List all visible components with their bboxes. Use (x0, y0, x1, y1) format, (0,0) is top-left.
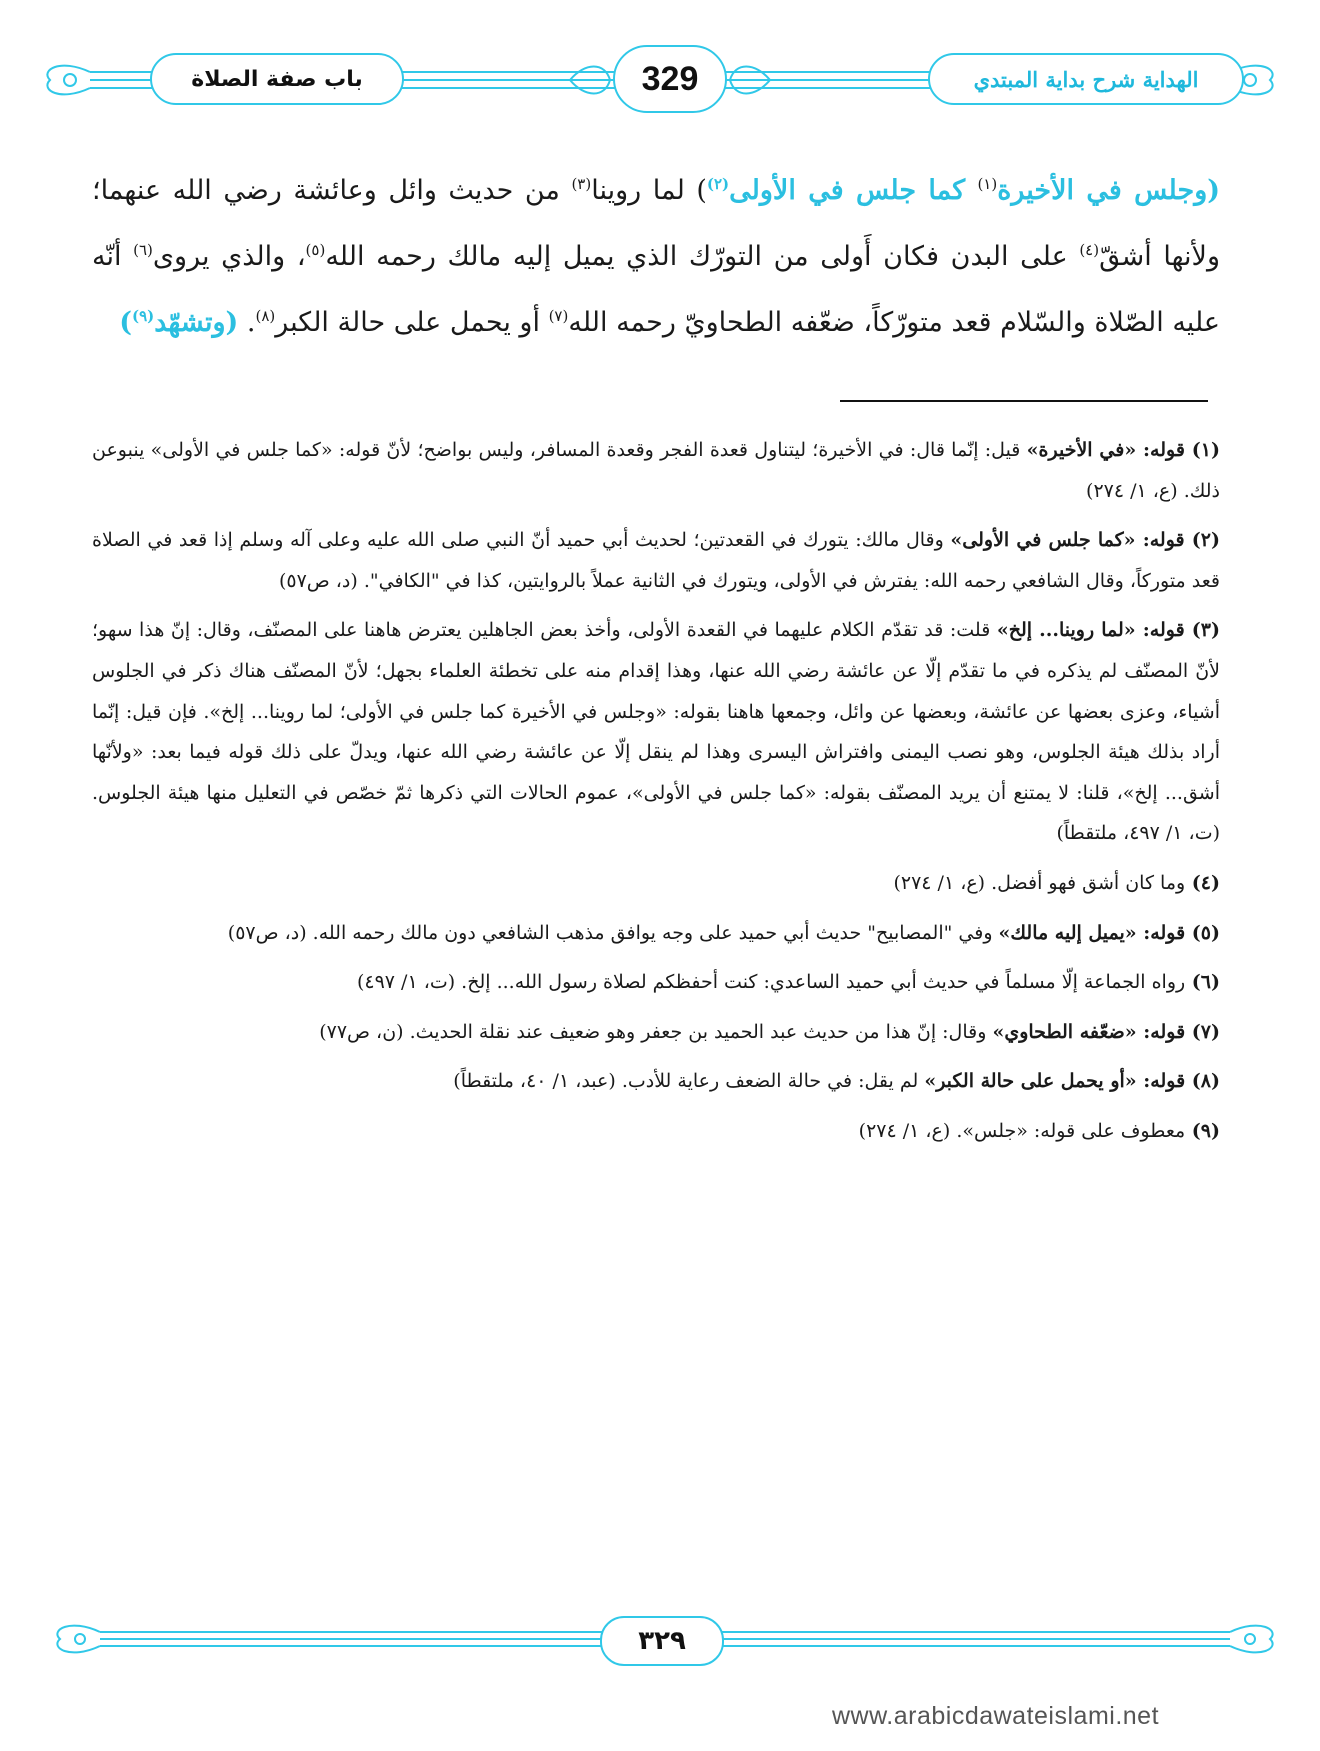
matn-text: كما جلس في الأولى (729, 175, 978, 206)
footnote-text: قلت: قد تقدّم الكلام عليهما في القعدة الأولى، وأخذ بعض الجاهلين يعترض هاهنا على المصنّف، وقال: إنّ هذا سهو؛ لأنّ المصنّف لم يذكره في ما تقدّم إلّا عن عائشة رضي الله عنها، وهذا إقدام منه على تخطئة العلماء بجهل؛ لأنّ المصنّف هناك ذكر في الجلوس أشياء، وعزى بعضها عن عائشة، وبعضها عن وائل، وجمعها هاهنا بقوله: «وجلس في الأخيرة كما جلس في الأولى؛ لما روينا... إلخ». فإن قيل: إنّما أراد بذلك هيئة الجلوس، وهو نصب اليمنى وافتراش اليسرى وهذا لم ينقل إلّا عن عائشة رضي الله عنها، ويدلّ على ذلك قوله فيما بعد: «ولأنّها أشق... إلخ»، قلنا: لا يمتنع أن يريد المصنّف بقوله: «كما جلس في الأولى»، عموم الحالات التي ذكرها ثمّ خصّص في التعليل منها هيئة الجلوس. (ت، ١/ ٤٩٧، ملتقطاً) (92, 619, 1220, 845)
page-header (30, 40, 1290, 120)
footnote-text: وما كان أشق فهو أفضل. (ع، ١/ ٢٧٤) (893, 871, 1186, 894)
commentary-text: من حديث وائل وعائشة رضي الله عنهما؛ ولأنها أشقّ (92, 175, 1220, 272)
footnote (92, 610, 1220, 854)
footnote-number: (٩) (1185, 1119, 1220, 1142)
footnote-text: وقال: إنّ هذا من حديث عبد الحميد بن جعفر وهو ضعيف عند نقلة الحديث. (ن، ص٧٧) (319, 1020, 993, 1043)
footnotes (92, 430, 1220, 1161)
footnote-text: لم يقل: في حالة الضعف رعاية للأدب. (عبد، ١/ ٤٠، ملتقطاً) (453, 1070, 925, 1093)
footnote (92, 863, 1220, 904)
footnote-text: رواه الجماعة إلّا مسلماً في حديث أبي حميد الساعدي: كنت أحفظكم لصلاة رسول الله... إلخ. (ت، ١/ ٤٩٧) (356, 971, 1186, 994)
footnote-ref[interactable]: (٢) (706, 175, 730, 193)
footnote-number: (٥) (1185, 921, 1220, 944)
footnote-ref[interactable]: (٨) (255, 307, 276, 325)
footnote-text: وفي "المصابيح" حديث أبي حميد على وجه يوافق مذهب الشافعي دون مالك رحمه الله. (د، ص٥٧) (227, 921, 999, 944)
website-url[interactable]: www.arabicdawateislami.net (832, 1702, 1160, 1730)
footnote (92, 1061, 1220, 1102)
footnote-number: (٣) (1184, 619, 1220, 642)
main-paragraph (92, 158, 1220, 356)
footnote-separator (840, 400, 1208, 402)
footnote-label: قوله: «أو يحمل على حالة الكبر» (924, 1070, 1186, 1093)
footnote-number: (٢) (1184, 529, 1220, 552)
footnote-ref[interactable]: (٤) (1079, 241, 1100, 259)
footnote (92, 520, 1220, 601)
footnote-text: وقال مالك: يتورك في القعدتين؛ لحديث أبي حميد أنّ النبي صلى الله عليه وعلى آله وسلم إذا قعد في الصلاة قعد متوركاً، وقال الشافعي رحمه الله: يفترش في الأولى، ويتورك في الثانية عملاً بالروايتين، كذا في "الكافي". (د، ص٥٧) (92, 529, 1220, 592)
footnote (92, 962, 1220, 1003)
footnote-number: (١) (1184, 439, 1220, 461)
footnote-number: (٦) (1185, 971, 1220, 994)
footnote-ref[interactable]: (٣) (571, 175, 592, 193)
footnote-label: قوله: «يميل إليه مالك» (998, 921, 1186, 944)
page-number-footer: ٣٢٩ (600, 1616, 724, 1666)
footnote-label: قوله: «ضعّفه الطحاوي» (992, 1020, 1186, 1043)
chapter-title: باب صفة الصلاة (150, 53, 404, 105)
footnote (92, 913, 1220, 954)
main-text (92, 158, 1220, 356)
footnote-label: قوله: «في الأخيرة» (1026, 439, 1185, 461)
footnote-number: (٤) (1185, 871, 1220, 894)
page-number-header: 329 (613, 45, 727, 113)
footnote-ref[interactable]: (١) (977, 175, 998, 193)
book-title: الهداية شرح بداية المبتدي (928, 53, 1244, 105)
footnote-number: (٨) (1185, 1070, 1220, 1093)
matn-text: (وجلس في الأخيرة (997, 175, 1221, 206)
commentary-text: ، والذي يروى (152, 241, 306, 272)
matn-text: (وتشهّد (154, 307, 239, 338)
commentary-text: . (238, 307, 256, 338)
page-footer (40, 1608, 1290, 1678)
footnote-text: قيل: إنّما قال: في الأخيرة؛ ليتناول قعدة الفجر وقعدة المسافر، وليس بواضح؛ لأنّ قوله: «كما جلس في الأولى» ينبوعن ذلك. (ع، ١/ ٢٧٤) (92, 439, 1220, 502)
footnote-text: معطوف على قوله: «جلس». (ع، ١/ ٢٧٤) (858, 1119, 1186, 1142)
footnote-ref[interactable]: (٦) (133, 241, 153, 259)
footnote-ref[interactable]: (٩) (131, 307, 155, 325)
commentary-text: أو يحمل على حالة الكبر (275, 307, 549, 338)
footnote-number: (٧) (1185, 1020, 1220, 1043)
commentary-text: على البدن فكان أَولى من التورّك الذي يميل إليه مالك رحمه الله (325, 241, 1080, 272)
footnote (92, 1111, 1220, 1152)
footnote-ref[interactable]: (٧) (548, 307, 569, 325)
footnote-label: قوله: «كما جلس في الأولى» (950, 529, 1185, 552)
footnote-label: قوله: «لما روينا... إلخ» (996, 619, 1185, 642)
commentary-text: أنّه عليه الصّلاة والسّلام قعد متورّكاً، ضعّفه الطحاويّ رحمه الله (92, 241, 1220, 338)
footnote-ref[interactable]: (٥) (305, 241, 326, 259)
footnote (92, 1012, 1220, 1053)
matn-text: ) (119, 307, 132, 338)
commentary-text: ) لما روينا (591, 175, 707, 206)
footnote (92, 430, 1220, 511)
